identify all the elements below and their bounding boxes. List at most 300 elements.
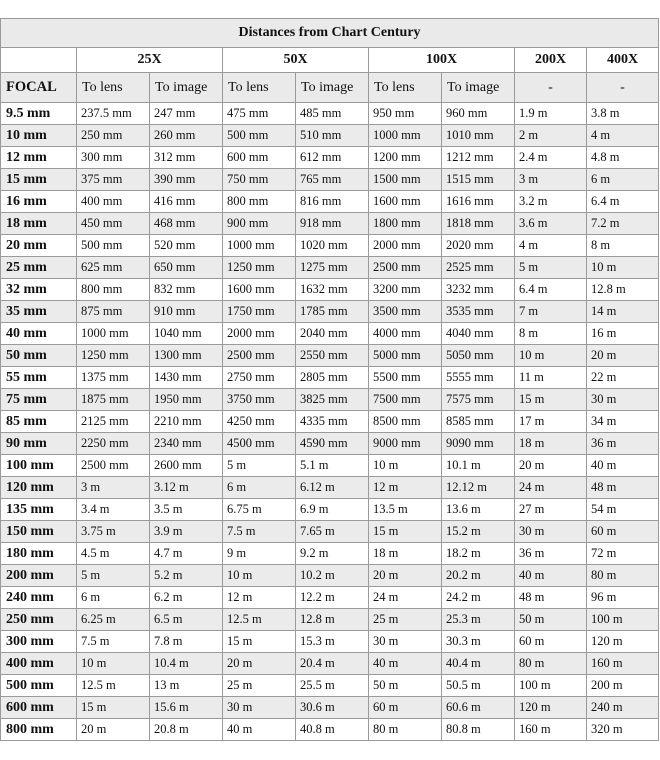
- distance-cell-50x-to-lens: 4500 mm: [223, 433, 296, 455]
- distance-cell-25x-to-image: 3.5 m: [150, 499, 223, 521]
- distance-cell-50x-to-image: 1275 mm: [296, 257, 369, 279]
- focal-length-cell: 150 mm: [1, 521, 77, 543]
- distance-cell-200x: 3.6 m: [515, 213, 587, 235]
- distance-cell-25x-to-lens: 10 m: [77, 653, 150, 675]
- distance-cell-200x: 3.2 m: [515, 191, 587, 213]
- distance-cell-50x-to-image: 612 mm: [296, 147, 369, 169]
- distance-cell-25x-to-image: 1950 mm: [150, 389, 223, 411]
- group-header-50x: 50X: [223, 48, 369, 73]
- distance-cell-25x-to-lens: 450 mm: [77, 213, 150, 235]
- group-header-100x: 100X: [369, 48, 515, 73]
- distance-cell-200x: 80 m: [515, 653, 587, 675]
- distance-cell-50x-to-lens: 900 mm: [223, 213, 296, 235]
- column-subheader-row: [1, 73, 659, 103]
- distance-cell-25x-to-image: 1300 mm: [150, 345, 223, 367]
- distance-cell-50x-to-lens: 5 m: [223, 455, 296, 477]
- distance-cell-50x-to-image: 7.65 m: [296, 521, 369, 543]
- distance-cell-100x-to-image: 50.5 m: [442, 675, 515, 697]
- distance-cell-50x-to-lens: 475 mm: [223, 103, 296, 125]
- distance-cell-100x-to-lens: 5000 mm: [369, 345, 442, 367]
- distance-cell-100x-to-image: 60.6 m: [442, 697, 515, 719]
- table-row: [1, 257, 659, 279]
- focal-length-cell: 85 mm: [1, 411, 77, 433]
- table-row: [1, 235, 659, 257]
- distance-cell-25x-to-image: 2600 mm: [150, 455, 223, 477]
- distance-cell-200x: 30 m: [515, 521, 587, 543]
- distance-cell-50x-to-lens: 7.5 m: [223, 521, 296, 543]
- table-row: [1, 323, 659, 345]
- distance-cell-400x: 96 m: [587, 587, 659, 609]
- table-row: [1, 103, 659, 125]
- focal-length-cell: 32 mm: [1, 279, 77, 301]
- distance-cell-50x-to-image: 9.2 m: [296, 543, 369, 565]
- distance-cell-200x: 10 m: [515, 345, 587, 367]
- distance-cell-400x: 36 m: [587, 433, 659, 455]
- distances-table: [0, 18, 659, 741]
- distance-cell-200x: 8 m: [515, 323, 587, 345]
- table-row: [1, 521, 659, 543]
- distance-cell-25x-to-image: 468 mm: [150, 213, 223, 235]
- distance-cell-50x-to-image: 15.3 m: [296, 631, 369, 653]
- distance-cell-50x-to-lens: 1000 mm: [223, 235, 296, 257]
- focal-length-cell: 120 mm: [1, 477, 77, 499]
- distance-cell-50x-to-image: 918 mm: [296, 213, 369, 235]
- distance-cell-400x: 100 m: [587, 609, 659, 631]
- distance-cell-25x-to-image: 4.7 m: [150, 543, 223, 565]
- distance-cell-200x: 2 m: [515, 125, 587, 147]
- distance-cell-25x-to-image: 1430 mm: [150, 367, 223, 389]
- distance-cell-25x-to-lens: 1375 mm: [77, 367, 150, 389]
- focal-length-cell: 800 mm: [1, 719, 77, 741]
- distance-cell-25x-to-image: 416 mm: [150, 191, 223, 213]
- subheader-100x-to-image: To image: [442, 73, 515, 103]
- distance-cell-100x-to-image: 3535 mm: [442, 301, 515, 323]
- table-row: [1, 301, 659, 323]
- distance-cell-25x-to-lens: 800 mm: [77, 279, 150, 301]
- distance-cell-50x-to-image: 10.2 m: [296, 565, 369, 587]
- distance-cell-25x-to-image: 260 mm: [150, 125, 223, 147]
- focal-length-cell: 25 mm: [1, 257, 77, 279]
- subheader-25x-to-lens: To lens: [77, 73, 150, 103]
- distance-cell-100x-to-lens: 13.5 m: [369, 499, 442, 521]
- distance-cell-400x: 8 m: [587, 235, 659, 257]
- distance-cell-200x: 20 m: [515, 455, 587, 477]
- distance-cell-50x-to-lens: 25 m: [223, 675, 296, 697]
- focal-length-cell: 20 mm: [1, 235, 77, 257]
- distance-cell-100x-to-image: 9090 mm: [442, 433, 515, 455]
- group-header-400x: 400X: [587, 48, 659, 73]
- distance-cell-100x-to-lens: 1000 mm: [369, 125, 442, 147]
- distance-cell-50x-to-image: 3825 mm: [296, 389, 369, 411]
- focal-header: FOCAL: [1, 73, 77, 103]
- distance-cell-25x-to-lens: 875 mm: [77, 301, 150, 323]
- distance-cell-400x: 7.2 m: [587, 213, 659, 235]
- distances-table-container: [0, 18, 660, 741]
- distance-cell-400x: 14 m: [587, 301, 659, 323]
- distance-cell-25x-to-lens: 1875 mm: [77, 389, 150, 411]
- distance-cell-100x-to-image: 15.2 m: [442, 521, 515, 543]
- distance-cell-400x: 22 m: [587, 367, 659, 389]
- distance-cell-100x-to-image: 5555 mm: [442, 367, 515, 389]
- distance-cell-50x-to-image: 12.2 m: [296, 587, 369, 609]
- distance-cell-25x-to-lens: 6.25 m: [77, 609, 150, 631]
- distance-cell-25x-to-image: 2210 mm: [150, 411, 223, 433]
- focal-length-cell: 400 mm: [1, 653, 77, 675]
- distance-cell-25x-to-lens: 12.5 m: [77, 675, 150, 697]
- distance-cell-50x-to-lens: 2000 mm: [223, 323, 296, 345]
- table-row: [1, 543, 659, 565]
- distance-cell-25x-to-lens: 7.5 m: [77, 631, 150, 653]
- distance-cell-25x-to-lens: 5 m: [77, 565, 150, 587]
- distance-cell-400x: 34 m: [587, 411, 659, 433]
- magnification-header-row: [1, 48, 659, 73]
- focal-length-cell: 75 mm: [1, 389, 77, 411]
- distance-cell-200x: 36 m: [515, 543, 587, 565]
- distance-cell-100x-to-lens: 9000 mm: [369, 433, 442, 455]
- distance-cell-25x-to-lens: 15 m: [77, 697, 150, 719]
- table-row: [1, 389, 659, 411]
- distance-cell-50x-to-image: 2550 mm: [296, 345, 369, 367]
- focal-length-cell: 90 mm: [1, 433, 77, 455]
- table-row: [1, 631, 659, 653]
- distance-cell-25x-to-lens: 3.4 m: [77, 499, 150, 521]
- distance-cell-200x: 1.9 m: [515, 103, 587, 125]
- subheader-400x: -: [587, 73, 659, 103]
- distance-cell-200x: 18 m: [515, 433, 587, 455]
- distance-cell-200x: 60 m: [515, 631, 587, 653]
- table-row: [1, 213, 659, 235]
- focal-length-cell: 300 mm: [1, 631, 77, 653]
- distance-cell-25x-to-lens: 1250 mm: [77, 345, 150, 367]
- distance-cell-100x-to-lens: 25 m: [369, 609, 442, 631]
- distance-cell-100x-to-image: 20.2 m: [442, 565, 515, 587]
- distance-cell-100x-to-lens: 24 m: [369, 587, 442, 609]
- distance-cell-25x-to-image: 6.5 m: [150, 609, 223, 631]
- distance-cell-100x-to-lens: 10 m: [369, 455, 442, 477]
- distance-cell-400x: 20 m: [587, 345, 659, 367]
- distance-cell-100x-to-image: 25.3 m: [442, 609, 515, 631]
- distance-cell-200x: 50 m: [515, 609, 587, 631]
- distance-cell-100x-to-image: 3232 mm: [442, 279, 515, 301]
- table-body: [1, 103, 659, 741]
- distance-cell-25x-to-lens: 300 mm: [77, 147, 150, 169]
- distance-cell-400x: 80 m: [587, 565, 659, 587]
- distance-cell-100x-to-image: 4040 mm: [442, 323, 515, 345]
- focal-length-cell: 15 mm: [1, 169, 77, 191]
- distance-cell-50x-to-lens: 12 m: [223, 587, 296, 609]
- distance-cell-200x: 6.4 m: [515, 279, 587, 301]
- distance-cell-25x-to-image: 312 mm: [150, 147, 223, 169]
- distance-cell-25x-to-image: 520 mm: [150, 235, 223, 257]
- distance-cell-50x-to-image: 20.4 m: [296, 653, 369, 675]
- distance-cell-25x-to-lens: 6 m: [77, 587, 150, 609]
- distance-cell-25x-to-image: 13 m: [150, 675, 223, 697]
- distance-cell-50x-to-image: 4590 mm: [296, 433, 369, 455]
- distance-cell-100x-to-lens: 60 m: [369, 697, 442, 719]
- distance-cell-25x-to-image: 7.8 m: [150, 631, 223, 653]
- distance-cell-100x-to-image: 1616 mm: [442, 191, 515, 213]
- distance-cell-100x-to-image: 1818 mm: [442, 213, 515, 235]
- distance-cell-200x: 3 m: [515, 169, 587, 191]
- distance-cell-400x: 6 m: [587, 169, 659, 191]
- distance-cell-25x-to-image: 247 mm: [150, 103, 223, 125]
- distance-cell-50x-to-image: 4335 mm: [296, 411, 369, 433]
- table-row: [1, 191, 659, 213]
- distance-cell-100x-to-lens: 1800 mm: [369, 213, 442, 235]
- distance-cell-100x-to-lens: 20 m: [369, 565, 442, 587]
- distance-cell-50x-to-lens: 30 m: [223, 697, 296, 719]
- distance-cell-100x-to-image: 1212 mm: [442, 147, 515, 169]
- distance-cell-200x: 120 m: [515, 697, 587, 719]
- distance-cell-50x-to-lens: 15 m: [223, 631, 296, 653]
- distance-cell-200x: 7 m: [515, 301, 587, 323]
- distance-cell-200x: 11 m: [515, 367, 587, 389]
- table-row: [1, 697, 659, 719]
- distance-cell-50x-to-image: 6.9 m: [296, 499, 369, 521]
- distance-cell-100x-to-lens: 1200 mm: [369, 147, 442, 169]
- distance-cell-100x-to-image: 40.4 m: [442, 653, 515, 675]
- distance-cell-400x: 160 m: [587, 653, 659, 675]
- distance-cell-50x-to-lens: 1750 mm: [223, 301, 296, 323]
- distance-cell-50x-to-image: 5.1 m: [296, 455, 369, 477]
- distance-cell-100x-to-lens: 2000 mm: [369, 235, 442, 257]
- distance-cell-25x-to-lens: 500 mm: [77, 235, 150, 257]
- distance-cell-100x-to-image: 1515 mm: [442, 169, 515, 191]
- distance-cell-50x-to-image: 30.6 m: [296, 697, 369, 719]
- distance-cell-25x-to-image: 5.2 m: [150, 565, 223, 587]
- distance-cell-50x-to-lens: 600 mm: [223, 147, 296, 169]
- table-row: [1, 565, 659, 587]
- distance-cell-400x: 3.8 m: [587, 103, 659, 125]
- corner-cell: [1, 48, 77, 73]
- distance-cell-100x-to-image: 960 mm: [442, 103, 515, 125]
- distance-cell-100x-to-lens: 8500 mm: [369, 411, 442, 433]
- distance-cell-400x: 6.4 m: [587, 191, 659, 213]
- table-row: [1, 477, 659, 499]
- distance-cell-50x-to-lens: 500 mm: [223, 125, 296, 147]
- subheader-200x: -: [515, 73, 587, 103]
- distance-cell-100x-to-image: 1010 mm: [442, 125, 515, 147]
- table-row: [1, 455, 659, 477]
- focal-length-cell: 16 mm: [1, 191, 77, 213]
- table-row: [1, 125, 659, 147]
- distance-cell-50x-to-lens: 1250 mm: [223, 257, 296, 279]
- distance-cell-200x: 160 m: [515, 719, 587, 741]
- distance-cell-50x-to-lens: 800 mm: [223, 191, 296, 213]
- focal-length-cell: 100 mm: [1, 455, 77, 477]
- distance-cell-100x-to-lens: 18 m: [369, 543, 442, 565]
- distance-cell-25x-to-lens: 1000 mm: [77, 323, 150, 345]
- distance-cell-200x: 24 m: [515, 477, 587, 499]
- distance-cell-400x: 200 m: [587, 675, 659, 697]
- distance-cell-25x-to-image: 2340 mm: [150, 433, 223, 455]
- distance-cell-25x-to-image: 20.8 m: [150, 719, 223, 741]
- distance-cell-400x: 16 m: [587, 323, 659, 345]
- distance-cell-25x-to-image: 6.2 m: [150, 587, 223, 609]
- focal-length-cell: 180 mm: [1, 543, 77, 565]
- group-header-200x: 200X: [515, 48, 587, 73]
- distance-cell-50x-to-lens: 10 m: [223, 565, 296, 587]
- distance-cell-100x-to-image: 8585 mm: [442, 411, 515, 433]
- table-row: [1, 433, 659, 455]
- distance-cell-100x-to-lens: 1500 mm: [369, 169, 442, 191]
- distance-cell-50x-to-lens: 3750 mm: [223, 389, 296, 411]
- distance-cell-25x-to-image: 10.4 m: [150, 653, 223, 675]
- distance-cell-25x-to-image: 3.9 m: [150, 521, 223, 543]
- distance-cell-100x-to-image: 7575 mm: [442, 389, 515, 411]
- table-row: [1, 147, 659, 169]
- distance-cell-25x-to-lens: 20 m: [77, 719, 150, 741]
- subheader-50x-to-image: To image: [296, 73, 369, 103]
- distance-cell-200x: 40 m: [515, 565, 587, 587]
- distance-cell-100x-to-lens: 5500 mm: [369, 367, 442, 389]
- distance-cell-25x-to-image: 1040 mm: [150, 323, 223, 345]
- distance-cell-100x-to-image: 24.2 m: [442, 587, 515, 609]
- focal-length-cell: 200 mm: [1, 565, 77, 587]
- distance-cell-100x-to-image: 80.8 m: [442, 719, 515, 741]
- table-title: Distances from Chart Century: [1, 19, 659, 48]
- distance-cell-100x-to-image: 30.3 m: [442, 631, 515, 653]
- distance-cell-50x-to-image: 485 mm: [296, 103, 369, 125]
- distance-cell-200x: 48 m: [515, 587, 587, 609]
- distance-cell-100x-to-lens: 3500 mm: [369, 301, 442, 323]
- distance-cell-50x-to-lens: 12.5 m: [223, 609, 296, 631]
- distance-cell-400x: 60 m: [587, 521, 659, 543]
- distance-cell-100x-to-image: 18.2 m: [442, 543, 515, 565]
- distance-cell-100x-to-image: 5050 mm: [442, 345, 515, 367]
- distance-cell-400x: 10 m: [587, 257, 659, 279]
- distance-cell-50x-to-image: 765 mm: [296, 169, 369, 191]
- distance-cell-100x-to-lens: 2500 mm: [369, 257, 442, 279]
- distance-cell-50x-to-lens: 4250 mm: [223, 411, 296, 433]
- distance-cell-100x-to-lens: 4000 mm: [369, 323, 442, 345]
- distance-cell-25x-to-image: 390 mm: [150, 169, 223, 191]
- title-row: [1, 19, 659, 48]
- focal-length-cell: 55 mm: [1, 367, 77, 389]
- distance-cell-200x: 4 m: [515, 235, 587, 257]
- distance-cell-100x-to-lens: 50 m: [369, 675, 442, 697]
- table-row: [1, 653, 659, 675]
- distance-cell-25x-to-image: 832 mm: [150, 279, 223, 301]
- distance-cell-100x-to-lens: 12 m: [369, 477, 442, 499]
- table-row: [1, 499, 659, 521]
- distance-cell-100x-to-lens: 950 mm: [369, 103, 442, 125]
- distance-cell-50x-to-image: 12.8 m: [296, 609, 369, 631]
- focal-length-cell: 50 mm: [1, 345, 77, 367]
- distance-cell-25x-to-lens: 2250 mm: [77, 433, 150, 455]
- distance-cell-25x-to-image: 3.12 m: [150, 477, 223, 499]
- distance-cell-400x: 12.8 m: [587, 279, 659, 301]
- table-row: [1, 587, 659, 609]
- distance-cell-25x-to-lens: 250 mm: [77, 125, 150, 147]
- distance-cell-25x-to-lens: 3.75 m: [77, 521, 150, 543]
- distance-cell-400x: 120 m: [587, 631, 659, 653]
- focal-length-cell: 10 mm: [1, 125, 77, 147]
- distance-cell-400x: 240 m: [587, 697, 659, 719]
- distance-cell-50x-to-lens: 40 m: [223, 719, 296, 741]
- subheader-50x-to-lens: To lens: [223, 73, 296, 103]
- distance-cell-100x-to-lens: 7500 mm: [369, 389, 442, 411]
- distance-cell-100x-to-lens: 1600 mm: [369, 191, 442, 213]
- distance-cell-50x-to-image: 25.5 m: [296, 675, 369, 697]
- focal-length-cell: 18 mm: [1, 213, 77, 235]
- distance-cell-50x-to-lens: 2750 mm: [223, 367, 296, 389]
- distance-cell-50x-to-image: 6.12 m: [296, 477, 369, 499]
- distance-cell-25x-to-image: 15.6 m: [150, 697, 223, 719]
- distance-cell-25x-to-lens: 2500 mm: [77, 455, 150, 477]
- distance-cell-100x-to-lens: 3200 mm: [369, 279, 442, 301]
- distance-cell-400x: 48 m: [587, 477, 659, 499]
- distance-cell-400x: 4 m: [587, 125, 659, 147]
- distance-cell-50x-to-image: 1785 mm: [296, 301, 369, 323]
- table-row: [1, 345, 659, 367]
- distance-cell-200x: 15 m: [515, 389, 587, 411]
- focal-length-cell: 35 mm: [1, 301, 77, 323]
- distance-cell-200x: 17 m: [515, 411, 587, 433]
- focal-length-cell: 250 mm: [1, 609, 77, 631]
- distance-cell-50x-to-image: 510 mm: [296, 125, 369, 147]
- table-row: [1, 675, 659, 697]
- focal-length-cell: 240 mm: [1, 587, 77, 609]
- distance-cell-25x-to-image: 650 mm: [150, 257, 223, 279]
- table-row: [1, 719, 659, 741]
- distance-cell-100x-to-lens: 15 m: [369, 521, 442, 543]
- distance-cell-25x-to-lens: 3 m: [77, 477, 150, 499]
- distance-cell-50x-to-lens: 2500 mm: [223, 345, 296, 367]
- distance-cell-25x-to-lens: 2125 mm: [77, 411, 150, 433]
- distance-cell-25x-to-lens: 375 mm: [77, 169, 150, 191]
- distance-cell-200x: 27 m: [515, 499, 587, 521]
- distance-cell-50x-to-lens: 9 m: [223, 543, 296, 565]
- focal-length-cell: 135 mm: [1, 499, 77, 521]
- focal-length-cell: 12 mm: [1, 147, 77, 169]
- distance-cell-100x-to-lens: 40 m: [369, 653, 442, 675]
- table-row: [1, 169, 659, 191]
- distance-cell-50x-to-lens: 20 m: [223, 653, 296, 675]
- distance-cell-200x: 5 m: [515, 257, 587, 279]
- distance-cell-400x: 40 m: [587, 455, 659, 477]
- distance-cell-100x-to-image: 13.6 m: [442, 499, 515, 521]
- group-header-25x: 25X: [77, 48, 223, 73]
- distance-cell-200x: 100 m: [515, 675, 587, 697]
- distance-cell-400x: 54 m: [587, 499, 659, 521]
- distance-cell-200x: 2.4 m: [515, 147, 587, 169]
- focal-length-cell: 40 mm: [1, 323, 77, 345]
- distance-cell-50x-to-image: 2040 mm: [296, 323, 369, 345]
- distance-cell-25x-to-lens: 237.5 mm: [77, 103, 150, 125]
- table-row: [1, 411, 659, 433]
- subheader-25x-to-image: To image: [150, 73, 223, 103]
- distance-cell-50x-to-image: 1632 mm: [296, 279, 369, 301]
- table-row: [1, 279, 659, 301]
- distance-cell-100x-to-image: 2020 mm: [442, 235, 515, 257]
- subheader-100x-to-lens: To lens: [369, 73, 442, 103]
- distance-cell-400x: 30 m: [587, 389, 659, 411]
- distance-cell-50x-to-image: 1020 mm: [296, 235, 369, 257]
- distance-cell-25x-to-lens: 4.5 m: [77, 543, 150, 565]
- distance-cell-400x: 72 m: [587, 543, 659, 565]
- distance-cell-50x-to-lens: 750 mm: [223, 169, 296, 191]
- distance-cell-100x-to-lens: 30 m: [369, 631, 442, 653]
- focal-length-cell: 9.5 mm: [1, 103, 77, 125]
- distance-cell-50x-to-image: 816 mm: [296, 191, 369, 213]
- distance-cell-25x-to-image: 910 mm: [150, 301, 223, 323]
- table-row: [1, 609, 659, 631]
- distance-cell-50x-to-lens: 1600 mm: [223, 279, 296, 301]
- distance-cell-50x-to-image: 40.8 m: [296, 719, 369, 741]
- distance-cell-100x-to-image: 2525 mm: [442, 257, 515, 279]
- distance-cell-25x-to-lens: 400 mm: [77, 191, 150, 213]
